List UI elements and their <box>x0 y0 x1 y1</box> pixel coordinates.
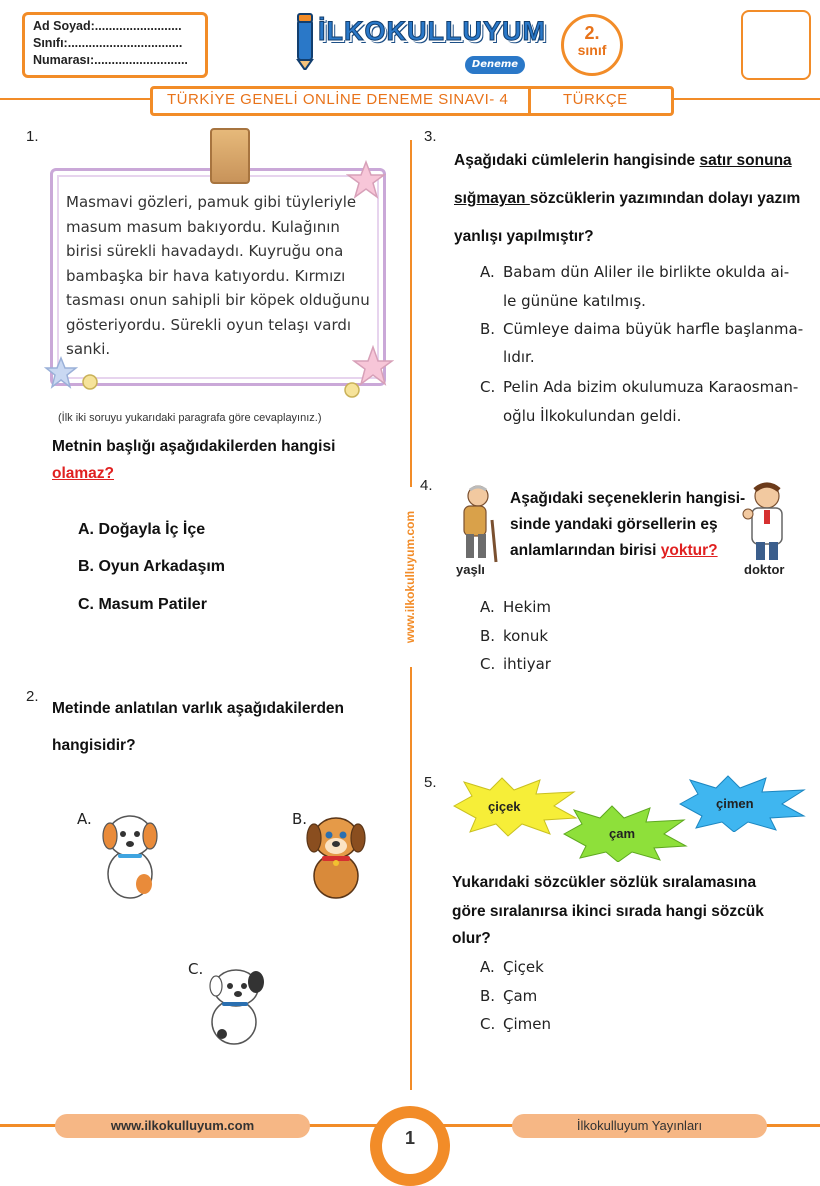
q5-word-3: çimen <box>716 796 754 811</box>
q4-stem-emphasis: yoktur? <box>660 542 718 559</box>
q1-option-a[interactable]: A. Doğayla İç İçe <box>78 521 206 538</box>
q3-stem-part: sözcüklerin yazımından dolayı yazım <box>529 190 801 207</box>
q4-stem-line3 <box>510 542 718 560</box>
q3-stem-part: Aşağıdaki cümlelerin hangisinde <box>454 152 700 169</box>
q5-word-2: çam <box>609 826 636 841</box>
puppy-white-black-ear-image[interactable] <box>200 960 270 1048</box>
exam-title: TÜRKİYE GENELİ ONLİNE DENEME SINAVI- 4 <box>167 91 509 108</box>
page-number: 1 <box>382 1118 438 1174</box>
side-url: www.ilkokulluyum.com <box>403 487 417 667</box>
puppy-brown-image[interactable] <box>302 806 370 902</box>
q3-option-a-text-cont[interactable]: le gününe katılmış. <box>503 292 646 310</box>
q3-number: 3. <box>424 128 437 145</box>
q1-number: 1. <box>26 128 39 145</box>
q2-option-b-label[interactable]: B. <box>292 810 308 828</box>
q5-option-a-text[interactable]: Çiçek <box>503 958 544 976</box>
q1-passage: Masmavi gözleri, pamuk gibi tüyleriyle masum masum bakıyordu. Kulağının birisi sürekli havadaydı. Kuyruğu ona bambaşka bir hava katıyordu. Kırmızı tasması onun sahipli bir köpek olduğunu gösteriyordu. Sürekli oyun telaşı vardı sanki. <box>66 193 370 358</box>
q4-right-caption: doktor <box>744 562 785 577</box>
q2-stem-line1: Metinde anlatılan varlık aşağıdakilerden <box>52 700 345 717</box>
q3-option-a-text[interactable]: Babam dün Aliler ile birlikte okulda ai- <box>503 263 790 281</box>
student-info-box <box>22 12 208 78</box>
q4-option-c-label[interactable]: C. <box>480 655 496 673</box>
q4-option-b-label[interactable]: B. <box>480 627 496 645</box>
name-field[interactable]: Ad Soyad:......................... <box>33 19 182 33</box>
q4-number: 4. <box>420 477 433 494</box>
q3-option-c-text[interactable]: Pelin Ada bizim okulumuza Karaosman- <box>503 378 799 396</box>
q3-stem-line2 <box>454 190 800 208</box>
q3-option-b-text-cont[interactable]: lıdır. <box>503 348 535 366</box>
q3-option-c-label[interactable]: C. <box>480 378 496 396</box>
q5-option-c-text[interactable]: Çimen <box>503 1015 551 1033</box>
number-field[interactable]: Numarası:........................... <box>33 53 188 67</box>
q5-option-b-text[interactable]: Çam <box>503 987 538 1005</box>
q5-stem-line3: olur? <box>452 930 491 947</box>
title-separator <box>528 89 531 113</box>
subject-label: TÜRKÇE <box>563 91 628 108</box>
logo-badge: Deneme <box>465 56 525 74</box>
q3-option-c-text-cont[interactable]: oğlu İlkokulundan geldi. <box>503 407 682 425</box>
q2-option-a-label[interactable]: A. <box>77 810 92 828</box>
q5-stem-line2: göre sıralanırsa ikinci sırada hangi sözcük <box>452 903 764 920</box>
footer-url[interactable]: www.ilkokulluyum.com <box>55 1114 310 1138</box>
grade-badge <box>561 14 623 76</box>
q4-option-a-text[interactable]: Hekim <box>503 598 551 616</box>
q1-option-c[interactable]: C. Masum Patiler <box>78 596 207 613</box>
exam-title-bar <box>150 86 674 116</box>
q4-stem-line1: Aşağıdaki seçeneklerin hangisi- <box>510 490 746 507</box>
q3-option-b-text[interactable]: Cümleye daima büyük harfle başlanma- <box>503 320 804 338</box>
q4-left-caption: yaşlı <box>456 562 485 577</box>
q1-option-b[interactable]: B. Oyun Arkadaşım <box>78 558 226 575</box>
elderly-man-image <box>452 484 502 564</box>
q4-option-b-text[interactable]: konuk <box>503 627 549 645</box>
q5-option-c-label[interactable]: C. <box>480 1015 496 1033</box>
q3-option-a-label[interactable]: A. <box>480 263 495 281</box>
q1-note: (İlk iki soruyu yukarıdaki paragrafa göre cevaplayınız.) <box>58 412 322 424</box>
q2-number: 2. <box>26 688 39 705</box>
q3-stem-underlined: sığmayan <box>454 190 530 207</box>
q3-option-b-label[interactable]: B. <box>480 320 496 338</box>
q5-number: 5. <box>424 774 437 791</box>
grade-number: 2. <box>584 23 600 43</box>
footer-publisher: İlkokulluyum Yayınları <box>512 1114 767 1138</box>
clip-decoration <box>210 128 250 184</box>
bead-decoration <box>80 372 100 392</box>
score-box <box>741 10 811 80</box>
q2-stem-line2: hangisidir? <box>52 737 136 754</box>
doctor-image <box>740 480 794 564</box>
q5-word-1: çiçek <box>488 799 521 814</box>
q2-option-c-label[interactable]: C. <box>188 960 204 978</box>
q3-stem-underlined: satır sonuna <box>699 152 792 169</box>
q1-stem-emphasis: olamaz? <box>52 465 115 482</box>
q5-option-a-label[interactable]: A. <box>480 958 495 976</box>
q5-stem-line1: Yukarıdaki sözcükler sözlük sıralamasına <box>452 874 757 891</box>
q4-stem-line2: sinde yandaki görsellerin eş <box>510 516 718 533</box>
puppy-white-orange-image[interactable] <box>98 806 162 902</box>
grade-word: sınıf <box>577 42 607 58</box>
logo-text: İLKOKULLUYUM <box>318 16 546 46</box>
pencil-icon <box>290 12 320 70</box>
q4-option-c-text[interactable]: ihtiyar <box>503 655 551 673</box>
q3-stem-line3: yanlışı yapılmıştır? <box>454 228 594 245</box>
q5-option-b-label[interactable]: B. <box>480 987 496 1005</box>
q4-stem-part: anlamlarından birisi <box>510 542 661 559</box>
class-field[interactable]: Sınıfı:................................. <box>33 36 183 50</box>
logo <box>290 8 546 78</box>
q1-stem: Metnin başlığı aşağıdakilerden hangisi <box>52 438 336 455</box>
q4-option-a-label[interactable]: A. <box>480 598 495 616</box>
bead-decoration <box>342 380 362 400</box>
q3-stem-line1 <box>454 152 792 170</box>
